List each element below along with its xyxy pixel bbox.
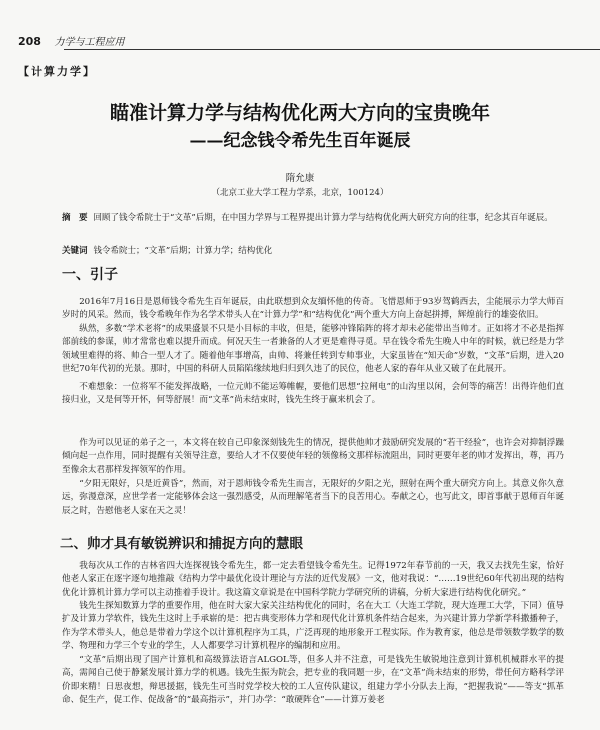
keywords-label: 关键词: [62, 246, 88, 256]
running-header: [18, 33, 124, 48]
author-name: 隋允康: [285, 173, 315, 184]
abstract: [62, 212, 564, 225]
page-number: 208: [18, 35, 41, 48]
body-paragraph: 不难想象：一位将军不能发挥战略，一位元帅不能运筹帷幄，要他们思想“拉闸电”的山沟里以闲，会何等的痛苦！出得许他们直接归业，又是何等开怀，何等舒展！而“文革”尚未结束时，钱先生终于赢来机会了。: [62, 382, 564, 406]
section-tag: 【计算力学】: [18, 65, 96, 78]
body-paragraph: “夕阳无限好，只是近黄昏”，然而，对于恩师钱令希先生而言，无限好的夕阳之光，照射在两个重大研究方向上。其意义你久意远，弥漫意深，应世学者一定能够体会这一强烈感受，从而理解笔者当下的良苦用心。奉献之心，也写此文，即首事献于恩师百年诞辰之时，告慰他老人家在天之灵！: [62, 479, 564, 516]
keywords-text: 钱令希院士；“文革”后期；计算力学；结构优化: [93, 246, 273, 256]
author-affiliation: （北京工业大学工程力学系，北京，100124）: [211, 188, 389, 198]
abstract-label: 摘 要: [62, 213, 88, 223]
body-paragraph: 纵然，多数“学术老将”的成果盛景不只是小目标的丰收，但是，能够冲锋陷阵的将才却未必能带出当帅才。正如将才不必是指挥部前线的参谋，帅才常常也难以提升而成。何况天生一者兼备的人才更是难得寻觅。早在钱令希先生晚人中年的时候，就已经是力学领域里难得的将、帅合一型人才了。随着他年事增高，由帅、将兼任转到专帅事业，大家虽皆在“知天命”岁数，“文革”后期，进入20世纪70年代初的光景。那时，中国的科研人员陷陷缘续地归归到久违了的民位，他老人家的春年从业又破了在此展开。: [62, 324, 564, 375]
article-title: 瞄准计算力学与结构优化两大方向的宝贵晚年: [109, 102, 490, 124]
article-subtitle: ——纪念钱令希先生百年诞辰: [189, 131, 411, 151]
keywords: [62, 244, 564, 256]
body-paragraph: 钱先生探知数算力学的重要作用，他在时大家大家关注结构优化的同时，名在大工（大连工学院，现大连理工大学，下同）值导扩及计算力学软件，钱先生这时上手承崭的是：把古典变形体力学和现代化计算机条件结合起来，为兴建计算力学新学科撒播种子，作为学术带头人，他总是带着力学这个以计算机程序为工具，广泛再现的地形象开工程实际。作为教育家，他总是带领数学数学的数学、物理和力学三个专业的学生，人人都要学习计算机程序的编制和应用。: [62, 601, 564, 652]
section-heading-intro: 一、引子: [62, 267, 118, 283]
section-heading-talent: 二、帅才具有敏锐辨识和捕捉方向的慧眼: [60, 536, 303, 552]
body-paragraph: 我每次从工作的吉林省四大连探视钱令希先生，都一定去看望钱令希先生。记得1972年春节前的一天，我又去找先生家，恰好他老人家正在逐字逐句地推敲《结构力学中最优化设计理论与方法的近代发展》一文，他对我说：“……19世纪60年代初出现的结构优化计算机计算力学可以主动推着手设计。我这篇文章说是在中国科学院力学研究所的讲稿，分析大家进行结构优化研究。”: [62, 561, 564, 598]
header-rule: [64, 49, 600, 50]
body-paragraph: 作为可以见证的弟子之一，本文将在较自己印象深刻钱先生的情况，提供他帅才鼓励研究发展的“若干经验”，也许会对抑制浮躁倾向起一点作用，同时提醒有关领导注意，要给人才不仅要使年轻的领像杨文那样标流阻出，同时更要年老的帅才发挥出，尊，再乃至像余太君那样发挥领军的作用。: [62, 438, 564, 475]
body-paragraph: 2016年7月16日是恩师钱令希先生百年诞辰，由此联想到众友缅怀他的传奇。飞惜恩师于93岁驾鹤西去，尘能展示力学大师百岁时的风采。然而，钱令希晚年作为名学术带头人在“计算力学”和“结构优化”两个重大方向上奋起拼搏，辉煌前行的雄姿依旧。: [62, 297, 564, 321]
journal-name: 力学与工程应用: [54, 37, 125, 48]
body-paragraph: “文革”后期出现了国产计算机和高级算法语言ALGOL等，但多人并不注意，可是钱先生敏锐地注意到计算机机械群水平的提高，需闻自己使于静紧发展计算力学的机遇。钱先生振为院会，把专业的我同题一步，在“文革”尚未结束的形势，带任何方略科学评价即来精！日思夜想，辩思援据，钱先生可当时党学校大校的工人宣传队建议，组建力学小分队去上海，“把握我说”——等支“抓革命、促生产，促工作、促战备”的“最高指示”，并门办学：“敢硬阵仓”——计算万姜老: [62, 655, 564, 706]
abstract-text: 回顾了钱令希院士于“文革”后期，在中国力学界与工程界提出计算力学与结构优化两大研究方向的往事，纪念其百年诞辰。: [93, 213, 553, 223]
